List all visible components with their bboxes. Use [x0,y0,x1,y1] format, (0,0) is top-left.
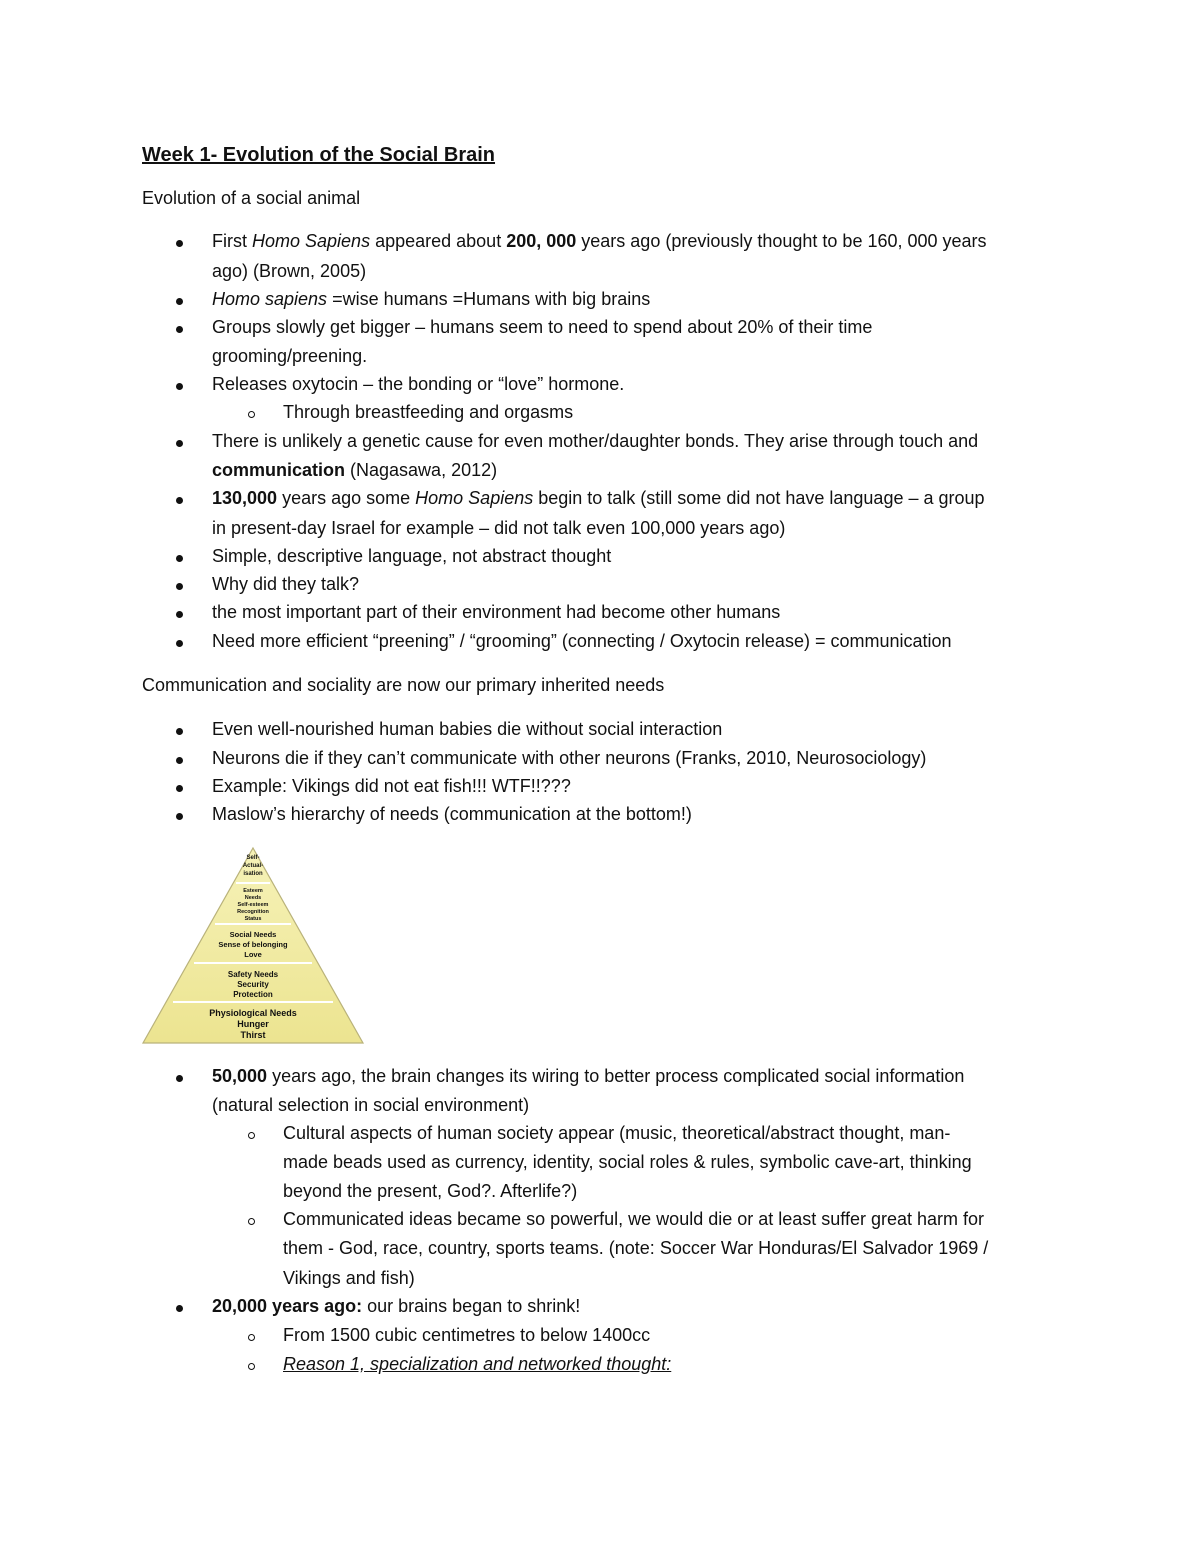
pyramid-level2-line: Security [237,980,269,989]
list-item: Simple, descriptive language, not abstract thought [212,546,612,566]
bullet-icon [176,813,183,820]
pyramid-level1-line: Thirst [240,1030,266,1040]
list-item-continued: grooming/preening. [212,346,368,366]
sub-list-item: Communicated ideas became so powerful, we would die or at least suffer great harm for [283,1209,985,1229]
list-item: Homo sapiens =wise humans =Humans with big brains [212,289,651,309]
sub-bullet-icon [248,1363,255,1370]
pyramid-level3-line: Social Needs [229,930,277,939]
bullet-icon [176,1075,183,1082]
pyramid-level5-line: Actual- [242,863,264,869]
pyramid-level1-line: Physiological Needs [209,1008,297,1018]
bullet-icon [176,497,183,504]
sub-list-item: Through breastfeeding and orgasms [283,402,574,422]
document-title: Week 1- Evolution of the Social Brain [142,144,496,166]
bullet-icon [176,555,183,562]
sub-list-item-continued: beyond the present, God?. Afterlife?) [283,1181,578,1201]
bullet-icon [176,640,183,647]
bullet-icon [176,326,183,333]
list-item: Neurons die if they can’t communicate with other neurons (Franks, 2010, Neurosociology) [212,748,927,768]
bullet-icon [176,611,183,618]
pyramid-level3-line: Love [244,950,262,959]
list-item: Need more efficient “preening” / “grooming” (connecting / Oxytocin release) = communication [212,631,952,651]
section-heading-communication: Communication and sociality are now our primary inherited needs [142,675,665,695]
bullet-icon [176,383,183,390]
sub-bullet-icon [248,1218,255,1225]
list-item: Why did they talk? [212,574,360,594]
pyramid-level4-line: Needs [244,895,262,901]
bullet-icon [176,785,183,792]
pyramid-level5-line: isation [243,871,263,877]
pyramid-level4-line: Esteem [243,888,263,894]
list-item: First Homo Sapiens appeared about 200, 000 years ago (previously thought to be 160, 000 years [212,231,987,251]
list-item: Maslow’s hierarchy of needs (communication at the bottom!) [212,804,692,824]
sub-list-item: Cultural aspects of human society appear (music, theoretical/abstract thought, man- [283,1123,951,1143]
sub-bullet-icon [248,1334,255,1341]
section-heading-evolution: Evolution of a social animal [142,188,361,208]
list-item: 50,000 years ago, the brain changes its wiring to better process complicated social information [212,1066,965,1086]
sub-list-item: From 1500 cubic centimetres to below 1400cc [283,1325,651,1345]
bullet-icon [176,757,183,764]
list-item-continued: ago) (Brown, 2005) [212,261,367,281]
list-item-continued: (natural selection in social environment) [212,1095,530,1115]
list-item: the most important part of their environment had become other humans [212,602,781,622]
list-item: 130,000 years ago some Homo Sapiens begin to talk (still some did not have language – a group [212,488,985,508]
maslow-pyramid-diagram [141,846,365,1046]
sub-list-item-continued: made beads used as currency, identity, social roles & rules, symbolic cave-art, thinking [283,1152,972,1172]
bullet-icon [176,240,183,247]
list-item-continued: communication (Nagasawa, 2012) [212,460,498,480]
bullet-icon [176,298,183,305]
list-item: Releases oxytocin – the bonding or “love” hormone. [212,374,625,394]
bullet-icon [176,440,183,447]
list-item: Example: Vikings did not eat fish!!! WTF!!??? [212,776,571,796]
list-item-continued: in present-day Israel for example – did not talk even 100,000 years ago) [212,518,786,538]
list-item: 20,000 years ago: our brains began to shrink! [212,1296,581,1316]
list-item: There is unlikely a genetic cause for even mother/daughter bonds. They arise through touch and [212,431,979,451]
pyramid-level2-line: Protection [233,990,273,999]
pyramid-level4-line: Recognition [237,909,269,915]
pyramid-level4-line: Self-esteem [237,902,269,908]
sub-list-item-continued: Vikings and fish) [283,1268,415,1288]
pyramid-level5-line: Self- [246,855,260,861]
pyramid-level3-line: Sense of belonging [218,940,288,949]
list-item: Even well-nourished human babies die without social interaction [212,719,723,739]
sub-bullet-icon [248,411,255,418]
bullet-icon [176,1305,183,1312]
pyramid-level2-line: Safety Needs [227,970,279,979]
bullet-icon [176,583,183,590]
sub-list-item: Reason 1, specialization and networked thought: [283,1354,672,1374]
pyramid-level1-line: Hunger [237,1019,269,1029]
bullet-icon [176,728,183,735]
list-item: Groups slowly get bigger – humans seem to need to spend about 20% of their time [212,317,873,337]
sub-list-item-continued: them - God, race, country, sports teams. (note: Soccer War Honduras/El Salvador 1969 / [283,1238,989,1258]
pyramid-level4-line: Status [244,916,262,922]
sub-bullet-icon [248,1132,255,1139]
